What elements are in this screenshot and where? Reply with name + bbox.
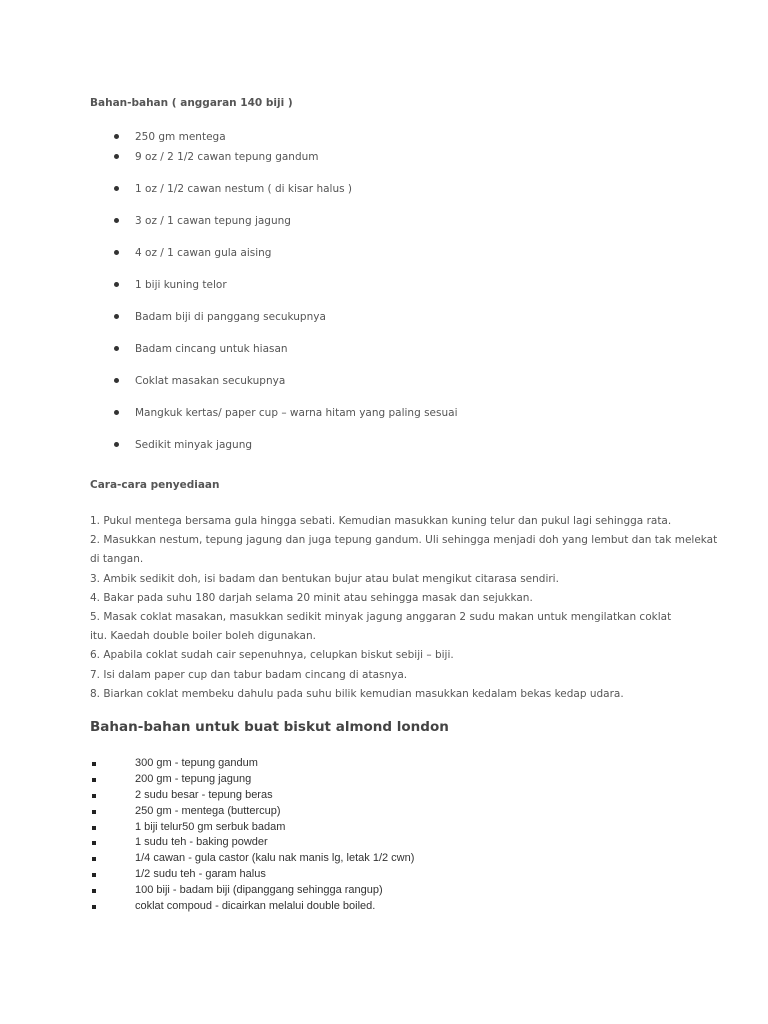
method-line: 8. Biarkan coklat membeku dahulu pada suhu bilik kemudian masukkan kedalam bekas kedap udara. bbox=[90, 687, 624, 700]
method-line: 5. Masak coklat masakan, masukkan sedikit minyak jagung anggaran 2 sudu makan untuk mengilatkan coklat bbox=[90, 610, 672, 623]
bullet-icon bbox=[114, 250, 119, 255]
list-item bbox=[135, 215, 291, 227]
list-item-text: 3 oz / 1 cawan tepung jagung bbox=[135, 215, 291, 227]
method-line: 7. Isi dalam paper cup dan tabur badam cincang di atasnya. bbox=[90, 668, 408, 681]
square-bullet-icon bbox=[92, 889, 96, 893]
method-line: 3. Ambik sedikit doh, isi badam dan bentukan bujur atau bulat mengikut citarasa sendiri. bbox=[90, 572, 559, 585]
square-bullet-icon bbox=[92, 778, 96, 782]
square-bullet-icon bbox=[92, 810, 96, 814]
method-line: 6. Apabila coklat sudah cair sepenuhnya, celupkan biskut sebiji – biji. bbox=[90, 649, 454, 662]
list-item bbox=[0, 835, 768, 851]
list-item-text: 1 sudu teh - baking powder bbox=[135, 836, 268, 849]
list-item-text: 2 sudu besar - tepung beras bbox=[135, 788, 273, 801]
list-item-text: 1/4 cawan - gula castor (kalu nak manis lg, letak 1/2 cwn) bbox=[135, 852, 415, 865]
list-item-text: 250 gm - mentega (buttercup) bbox=[135, 804, 281, 817]
bullet-icon bbox=[114, 134, 119, 139]
method-line: 4. Bakar pada suhu 180 darjah selama 20 minit atau sehingga masak dan sejukkan. bbox=[90, 591, 533, 604]
list-item-text: coklat compoud - dicairkan melalui double boiled. bbox=[135, 900, 376, 913]
method-line: 2. Masukkan nestum, tepung jagung dan juga tepung gandum. Uli sehingga menjadi doh yang lembut dan tak melekat bbox=[90, 534, 718, 547]
bullet-icon bbox=[114, 154, 119, 159]
list-item bbox=[135, 131, 226, 143]
square-bullet-icon bbox=[92, 762, 96, 766]
list-item bbox=[0, 883, 768, 899]
list-item bbox=[0, 804, 768, 820]
list-item-text: 200 gm - tepung jagung bbox=[135, 772, 252, 785]
list-item-text: 9 oz / 2 1/2 cawan tepung gandum bbox=[135, 151, 319, 163]
bullet-icon bbox=[114, 442, 119, 447]
list-item-text: 1/2 sudu teh - garam halus bbox=[135, 868, 266, 881]
list-item bbox=[135, 279, 227, 291]
square-bullet-icon bbox=[92, 905, 96, 909]
list-item-text: Mangkuk kertas/ paper cup – warna hitam yang paling sesuai bbox=[135, 407, 458, 419]
section-title: Bahan-bahan untuk buat biskut almond london bbox=[90, 719, 449, 735]
square-bullet-icon bbox=[92, 841, 96, 845]
bullet-icon bbox=[114, 218, 119, 223]
list-item-text: Badam biji di panggang secukupnya bbox=[135, 311, 326, 323]
list-item bbox=[135, 439, 252, 451]
almond-london-ingredients-list bbox=[0, 756, 768, 915]
square-bullet-icon bbox=[92, 873, 96, 877]
square-bullet-icon bbox=[92, 826, 96, 830]
list-item-text: 100 biji - badam biji (dipanggang sehingga rangup) bbox=[135, 884, 383, 897]
bullet-icon bbox=[114, 346, 119, 351]
list-item-text: 250 gm mentega bbox=[135, 131, 226, 143]
list-item bbox=[0, 899, 768, 915]
method-line: 1. Pukul mentega bersama gula hingga sebati. Kemudian masukkan kuning telur dan pukul lagi sehingga rata. bbox=[90, 515, 672, 527]
list-item bbox=[135, 375, 285, 387]
list-item bbox=[135, 183, 352, 195]
bullet-icon bbox=[114, 186, 119, 191]
list-item bbox=[135, 407, 458, 419]
bullet-icon bbox=[114, 410, 119, 415]
list-item-text: 300 gm - tepung gandum bbox=[135, 757, 258, 769]
list-item-text: Coklat masakan secukupnya bbox=[135, 375, 286, 387]
list-item bbox=[135, 311, 326, 323]
bullet-icon bbox=[114, 378, 119, 383]
square-bullet-icon bbox=[92, 794, 96, 798]
list-item-text: Badam cincang untuk hiasan bbox=[135, 343, 288, 355]
method-heading: Cara-cara penyediaan bbox=[90, 479, 220, 491]
list-item-text: 1 oz / 1/2 cawan nestum ( di kisar halus ) bbox=[135, 183, 353, 195]
bullet-icon bbox=[114, 282, 119, 287]
ingredients-heading: Bahan-bahan ( anggaran 140 biji ) bbox=[90, 97, 293, 109]
list-item bbox=[0, 756, 768, 772]
list-item bbox=[0, 820, 768, 836]
list-item bbox=[0, 772, 768, 788]
method-line: di tangan. bbox=[90, 553, 144, 566]
list-item bbox=[135, 343, 288, 355]
list-item-text: 1 biji kuning telor bbox=[135, 279, 227, 291]
list-item-text: Sedikit minyak jagung bbox=[135, 439, 253, 451]
method-line: itu. Kaedah double boiler boleh digunakan. bbox=[90, 630, 316, 643]
list-item bbox=[0, 788, 768, 804]
square-bullet-icon bbox=[92, 857, 96, 861]
list-item bbox=[0, 851, 768, 867]
list-item-text: 4 oz / 1 cawan gula aising bbox=[135, 247, 272, 259]
list-item bbox=[135, 247, 271, 259]
list-item-text: 1 biji telur50 gm serbuk badam bbox=[135, 820, 286, 833]
list-item bbox=[0, 867, 768, 883]
list-item bbox=[135, 151, 319, 163]
bullet-icon bbox=[114, 314, 119, 319]
method-steps bbox=[90, 512, 718, 704]
